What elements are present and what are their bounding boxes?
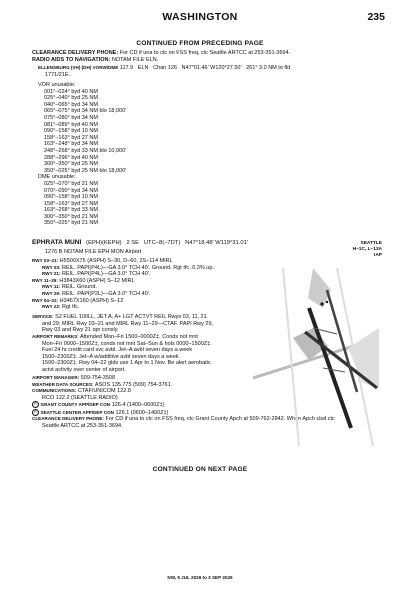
r-circle-icon: R bbox=[32, 401, 39, 408]
list-item: 288°–296° byd 40 NM bbox=[44, 154, 98, 161]
airport-header-line bbox=[32, 240, 248, 247]
comms-label: COMMUNICATIONS: bbox=[32, 388, 77, 394]
vor-unusable-list bbox=[38, 82, 126, 227]
list-item: 001°–024° byd 40 NM bbox=[44, 88, 98, 95]
runway-line bbox=[32, 291, 214, 298]
state-title: WASHINGTON bbox=[162, 11, 238, 23]
runway-text: H5500X75 (ASPH) S–30, D–60, 2S–114 MIRL bbox=[59, 258, 173, 264]
center-label: SEATTLE CENTER APP/DEP CON bbox=[40, 409, 114, 415]
runway-text: REIL. Ground. bbox=[61, 284, 97, 291]
vor-line bbox=[38, 65, 292, 72]
airport-coords: N47°18.48′ W119°31.01′ bbox=[185, 240, 248, 246]
radio-aids-text: NOTAM FILE ELN. bbox=[111, 57, 159, 63]
tower-marker-icon bbox=[326, 301, 328, 303]
runway-line bbox=[32, 304, 214, 311]
service-text: and 29; MIRL Rwy 03–21 and MIRL Rwy 11–29—CTAF. PAPI Rwy 29, bbox=[42, 320, 214, 327]
approach-label: GRANT COUNTY APP/DEP CON bbox=[40, 402, 111, 408]
page-header bbox=[0, 11, 400, 25]
page-number: 235 bbox=[367, 11, 385, 23]
chart-codes: H–1C, L–13A bbox=[352, 247, 382, 252]
airport-ids: (EPH)(KEPH) bbox=[86, 240, 122, 246]
clearance-label: CLEARANCE DELIVERY PHONE: bbox=[32, 50, 119, 56]
weather-text: ASOS 135.775 (509) 754-3761. bbox=[94, 381, 173, 388]
road-line bbox=[283, 268, 299, 446]
airport-utc: UTC–8(–7DT) bbox=[143, 240, 181, 246]
taxiway bbox=[323, 368, 345, 372]
list-item: 163°–248° byd 34 NM bbox=[44, 141, 98, 148]
airport-elevation-line: 1276 B NOTAM FILE EPH MON Airport bbox=[45, 249, 142, 255]
rco-text: 122.2 (SEATTLE RADIO) bbox=[55, 394, 118, 401]
runway-line bbox=[32, 265, 214, 272]
vor-coords: N47°01.46′ W120°27.50′ bbox=[181, 65, 242, 71]
runway-list bbox=[32, 258, 214, 311]
r-circle-icon: R bbox=[32, 409, 39, 416]
clearance2-text: Seattle ARTCC at 253-351-3694. bbox=[42, 423, 123, 430]
runway-label: RWY 21: bbox=[42, 271, 61, 277]
list-item: 163°–268° byd 33 NM bbox=[44, 207, 98, 214]
region-label: SEATTLE bbox=[360, 241, 382, 246]
remarks-line bbox=[32, 334, 212, 341]
runway-text: REIL. PAPI(P2L)—GA 3.0° TCH 40′. bbox=[62, 290, 151, 297]
list-item: 158°–163° byd 27 NM bbox=[44, 200, 98, 207]
airport-distance: 2 SE bbox=[126, 240, 140, 246]
runway-03-21 bbox=[309, 308, 351, 428]
remarks-text: actvt activity over center of airport. bbox=[42, 366, 126, 373]
manager-text: 509-754-3508 bbox=[80, 375, 116, 381]
remarks-text: 1500–2300Z‡. Rwy 04–22 glds use 1 Apr to 1 Nov. Be alert aerobatic bbox=[42, 360, 211, 367]
continued-from-label: CONTINUED FROM PRECEDING PAGE bbox=[136, 40, 264, 47]
approach-text: 126.4 (1400–0600Z‡) bbox=[111, 402, 165, 409]
service-block bbox=[32, 314, 213, 334]
vor-chan: Chan 126 bbox=[153, 65, 177, 71]
runway-label: RWY 03–21: bbox=[32, 258, 59, 263]
runway-line bbox=[32, 284, 214, 291]
clearance2-label: CLEARANCE DELIVERY PHONE: bbox=[32, 416, 104, 422]
list-item: 075°–080° byd 34 NM bbox=[44, 114, 98, 121]
chart-info bbox=[353, 241, 382, 259]
list-item: 065°–075° byd 34 NM blo 18,000′ bbox=[44, 108, 127, 115]
list-item: 350°–025° byd 25 NM blo 18,000′ bbox=[44, 167, 127, 174]
list-item: 070°–090° byd 34 NM bbox=[44, 187, 98, 194]
list-item: 248°–268° byd 33 NM blo 10,000′ bbox=[44, 147, 127, 154]
list-item: 025°–070° byd 21 NM bbox=[44, 180, 98, 187]
footer-dates: NW, 9 JUL 2026 to 3 SEP 2026 bbox=[167, 575, 233, 580]
clearance2-text: For CD if una to ctc on FSS freq, ctc Grant County Apch at 509-762-2842. When Apch clsd ctc bbox=[105, 416, 335, 423]
runway-text: Rgt tfc. bbox=[62, 304, 80, 311]
service-line bbox=[32, 314, 213, 321]
runway-label: RWY 29: bbox=[42, 290, 61, 296]
runway-label: RWY 11–29: bbox=[32, 277, 58, 283]
radio-aids-line bbox=[32, 57, 158, 64]
list-item: 158°–163° byd 27 NM bbox=[44, 134, 98, 141]
center-text: 126.1 (0600–1400Z‡) bbox=[115, 409, 169, 416]
vor-unusable-label: VOR unusable: bbox=[38, 82, 76, 88]
dme-unusable-label: DME unusable: bbox=[38, 174, 76, 181]
list-item: 081°–089° byd 40 NM bbox=[44, 121, 98, 128]
list-item: 300°–350° byd 25 NM bbox=[44, 161, 98, 168]
runway-line bbox=[32, 258, 214, 265]
clearance-delivery-line bbox=[32, 50, 290, 57]
runway-label: RWY 22: bbox=[42, 304, 61, 310]
list-item: 025°–040° byd 25 NM bbox=[44, 95, 98, 102]
radio-aids-label: RADIO AIDS TO NAVIGATION: bbox=[32, 57, 111, 63]
airport-diagram bbox=[253, 268, 379, 446]
runway-line bbox=[32, 271, 214, 278]
vor-bearing: 261° 3.0 NM to fld. bbox=[246, 65, 292, 71]
remarks-text: Mon–Fri 0000–1500Z‡, conds not mnt Sat–Sun & hols 0000–1500Z‡. bbox=[42, 340, 212, 347]
continued-next-label: CONTINUED ON NEXT PAGE bbox=[152, 466, 248, 473]
list-item: 090°–158° byd 10 NM bbox=[44, 194, 98, 201]
runway-label: RWY 03: bbox=[42, 264, 61, 270]
iap-label: IAP bbox=[374, 253, 382, 258]
list-item: 040°–065° byd 34 NM bbox=[44, 101, 98, 108]
service-label: SERVICE: bbox=[32, 314, 54, 319]
airport-name: EPHRATA MUNI bbox=[32, 239, 82, 246]
remarks-text: Fuel 24 hr credit card svc avbl. Jet–A avbl seven days a week bbox=[42, 347, 193, 354]
runway-line bbox=[32, 298, 214, 305]
remarks-text: 1500–2300Z‡. Jet–A w/additive avbl seven days a week bbox=[42, 353, 179, 360]
vor-name: ELLENSBURG (VH) (DH) VORW/DME bbox=[38, 65, 119, 70]
vor-elev: 1771/21E. bbox=[45, 72, 71, 78]
tower-marker-icon bbox=[320, 302, 323, 305]
list-item: 090°–158° byd 10 NM bbox=[44, 128, 98, 135]
remarks-block bbox=[32, 334, 212, 374]
vor-id: ELN bbox=[137, 65, 149, 71]
runway-label: RWY 11: bbox=[42, 284, 61, 290]
weather-label: WEATHER DATA SOURCES: bbox=[32, 381, 94, 387]
service-text: S2 FUEL 100LL, JET A, A+ LGT ACTVT REIL Rwys 03, 11, 21 bbox=[55, 314, 207, 320]
rco-label: RCO bbox=[42, 394, 55, 401]
runway-text: REIL. PAPI(P4L)—GA 3.0° TCH 40′. bbox=[62, 271, 151, 278]
remarks-label: AIRPORT REMARKS: bbox=[32, 334, 79, 339]
list-item: 300°–350° byd 21 NM bbox=[44, 213, 98, 220]
manager-label: AIRPORT MANAGER: bbox=[32, 375, 80, 380]
runway-text: REIL. PAPI(P4L)—GA 3.0° TCH 40′. Ground. Rgt tfc. 0.3% up. bbox=[62, 264, 214, 271]
remarks-text: Attended Mon–Fri 1500–0000Z‡. Conds not mnt bbox=[79, 334, 198, 340]
runway-text: H3467X160 (ASPH) S–12 bbox=[59, 297, 124, 304]
vor-freq: 117.9 bbox=[119, 65, 134, 71]
clearance-text: For CD if una to ctc on FSS freq, ctc Seattle ARTCC at 253-351-3694. bbox=[119, 50, 291, 56]
runway-text: H3843X60 (ASPH) S–12 MIRL bbox=[59, 277, 135, 284]
runway-line bbox=[32, 278, 214, 285]
runway-label: RWY 04–22: bbox=[32, 297, 59, 303]
service-text: Rwy 03 and Rwy 21 opr consly. bbox=[42, 327, 119, 334]
comms-text: CTAF/UNICOM 122.8 bbox=[77, 388, 131, 395]
list-item: 350°–025° byd 21 NM bbox=[44, 220, 98, 227]
